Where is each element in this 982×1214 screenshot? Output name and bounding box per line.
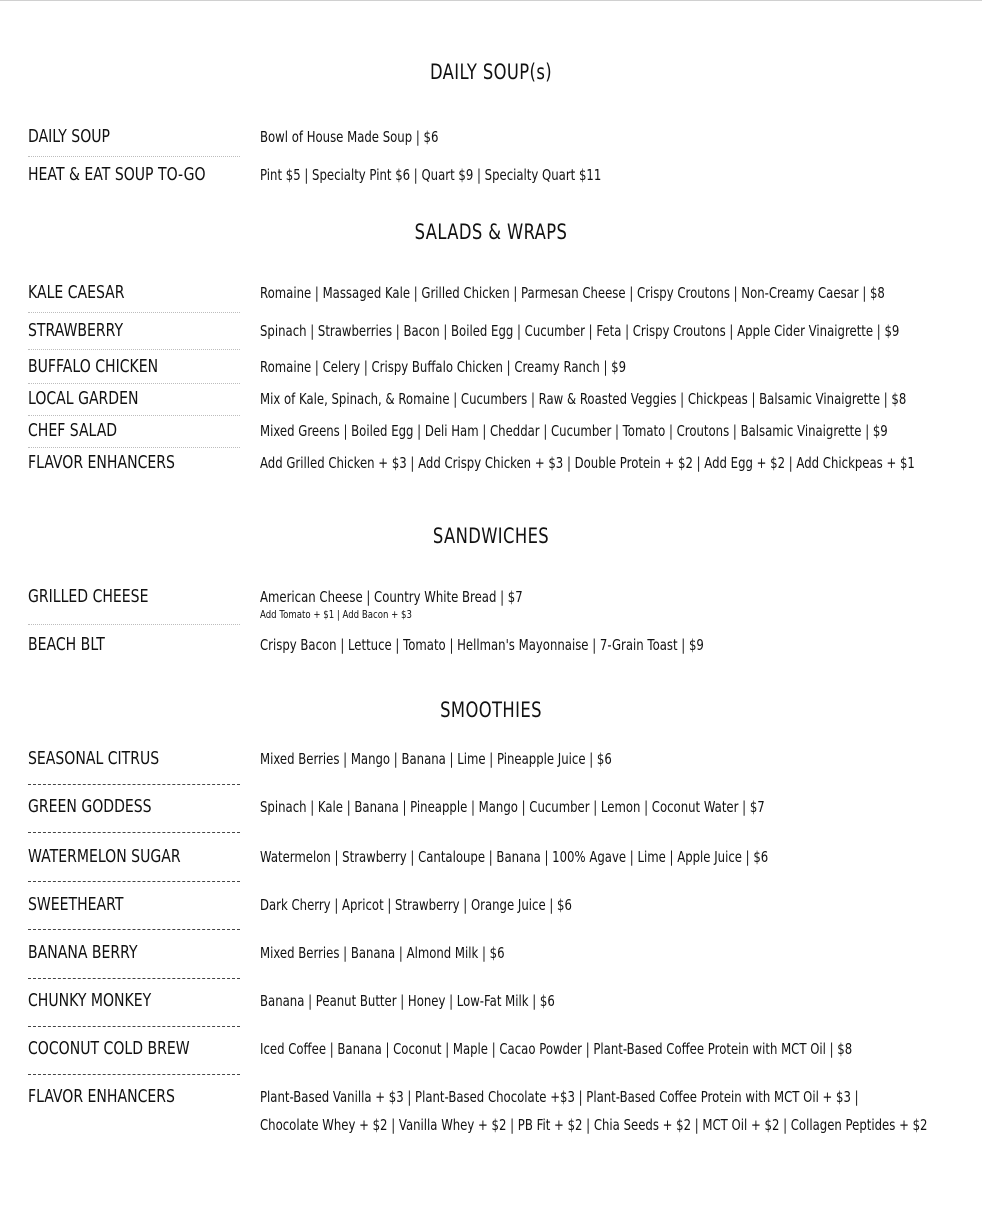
item-divider [28,1026,240,1027]
item-name: COCONUT COLD BREW [28,1038,190,1059]
item-description: Spinach | Kale | Banana | Pineapple | Mango | Cucumber | Lemon | Coconut Water | $7 [260,798,765,816]
item-description: Iced Coffee | Banana | Coconut | Maple | Cacao Powder | Plant-Based Coffee Protein with MCT Oil | $8 [260,1040,853,1058]
item-description: Mixed Berries | Mango | Banana | Lime | Pineapple Juice | $6 [260,750,612,768]
item-description: Bowl of House Made Soup | $6 [260,128,439,146]
section-title-salads: SALADS & WRAPS [414,220,568,244]
item-name: DAILY SOUP [28,126,111,147]
item-description: Spinach | Strawberries | Bacon | Boiled Egg | Cucumber | Feta | Crispy Croutons | Apple Cider Vinaigrette | $9 [260,322,900,340]
item-divider [28,881,240,882]
item-description: Dark Cherry | Apricot | Strawberry | Orange Juice | $6 [260,896,572,914]
item-description-line-2: Chocolate Whey + $2 | Vanilla Whey + $2 | PB Fit + $2 | Chia Seeds + $2 | MCT Oil + $2 | Collagen Peptides + $2 [260,1116,928,1134]
item-name: GREEN GODDESS [28,796,152,817]
item-description: Romaine | Massaged Kale | Grilled Chicken | Parmesan Cheese | Crispy Croutons | Non-Creamy Caesar | $8 [260,284,885,302]
item-name: FLAVOR ENHANCERS [28,452,175,473]
item-name: HEAT & EAT SOUP TO-GO [28,164,206,185]
item-description: Watermelon | Strawberry | Cantaloupe | Banana | 100% Agave | Lime | Apple Juice | $6 [260,848,769,866]
item-name: SWEETHEART [28,894,124,915]
item-description: Plant-Based Vanilla + $3 | Plant-Based Chocolate +$3 | Plant-Based Coffee Protein with MCT Oil + $3 | [260,1088,859,1106]
item-divider [28,624,240,625]
section-title-smoothies: SMOOTHIES [440,698,542,722]
item-name: STRAWBERRY [28,320,124,341]
item-name: CHUNKY MONKEY [28,990,152,1011]
item-name: CHEF SALAD [28,420,118,441]
item-description: American Cheese | Country White Bread | $7 [260,588,523,606]
item-divider [28,156,240,157]
section-title-sandwiches: SANDWICHES [432,524,550,548]
item-divider [28,447,240,448]
item-name: BUFFALO CHICKEN [28,356,159,377]
item-description: Pint $5 | Specialty Pint $6 | Quart $9 | Specialty Quart $11 [260,166,602,184]
section-title-soups: DAILY SOUP(s) [429,60,553,84]
item-divider [28,312,240,313]
item-name: BANANA BERRY [28,942,138,963]
item-divider [28,784,240,785]
item-divider [28,415,240,416]
item-divider [28,832,240,833]
item-divider [28,349,240,350]
item-name: SEASONAL CITRUS [28,748,160,769]
item-addon-note: Add Tomato + $1 | Add Bacon + $3 [260,608,412,621]
item-name: GRILLED CHEESE [28,586,149,607]
item-description: Banana | Peanut Butter | Honey | Low-Fat Milk | $6 [260,992,555,1010]
item-description: Mix of Kale, Spinach, & Romaine | Cucumbers | Raw & Roasted Veggies | Chickpeas | Balsamic Vinaigrette | $8 [260,390,907,408]
item-name: FLAVOR ENHANCERS [28,1086,175,1107]
item-description: Mixed Berries | Banana | Almond Milk | $6 [260,944,505,962]
item-divider [28,978,240,979]
item-description: Crispy Bacon | Lettuce | Tomato | Hellman's Mayonnaise | 7-Grain Toast | $9 [260,636,704,654]
item-description: Mixed Greens | Boiled Egg | Deli Ham | Cheddar | Cucumber | Tomato | Croutons | Balsamic Vinaigrette | $9 [260,422,888,440]
item-divider [28,383,240,384]
item-name: BEACH BLT [28,634,105,655]
item-description: Romaine | Celery | Crispy Buffalo Chicken | Creamy Ranch | $9 [260,358,627,376]
item-name: WATERMELON SUGAR [28,846,181,867]
item-name: KALE CAESAR [28,282,125,303]
item-description: Add Grilled Chicken + $3 | Add Crispy Chicken + $3 | Double Protein + $2 | Add Egg + $2 | Add Chickpeas + $1 [260,454,915,472]
item-divider [28,1074,240,1075]
item-name: LOCAL GARDEN [28,388,139,409]
top-divider [0,0,982,1]
item-divider [28,929,240,930]
